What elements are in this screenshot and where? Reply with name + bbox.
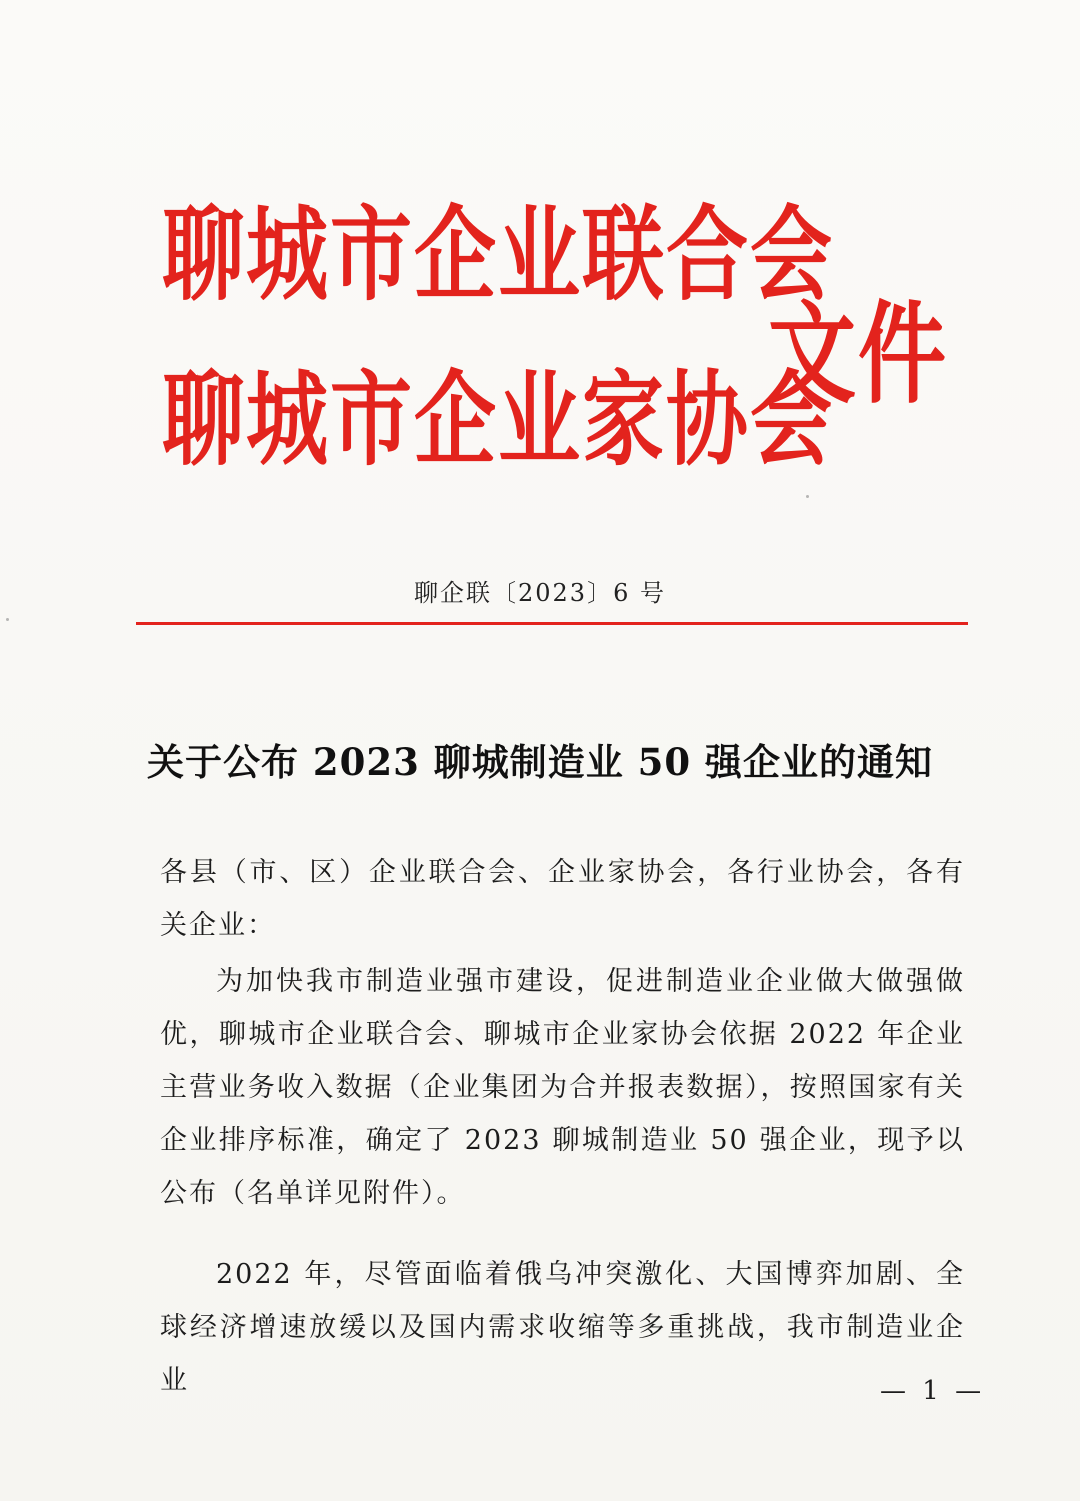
body-paragraph-2: 2022 年，尽管面临着俄乌冲突激化、大国博弈加剧、全球经济增速放缓以及国内需求收缩等多重挑战，我市制造业企业 [160,1259,965,1396]
document-number: 聊企联〔2023〕6 号 [414,579,666,607]
masthead-document-label: 文件 [768,290,949,419]
notice-title: 关于公布 2023 聊城制造业 50 强企业的通知 [147,740,933,784]
masthead-org-2: 聊城市企业家协会 [162,361,835,480]
red-separator-line [136,622,968,625]
page-number: — 1 — [880,1376,986,1406]
scan-speck [6,618,9,621]
body-paragraph-1: 为加快我市制造业强市建设，促进制造业企业做大做强做优，聊城市企业联合会、聊城市企业家协会依据 2022 年企业主营业务收入数据（企业集团为合并报表数据），按照国家有关企业排序标准，确定了 2023 聊城制造业 50 强企业，现予以公布（名单详见附件）。 [160,966,965,1209]
scan-speck [806,495,809,498]
salutation: 各县（市、区）企业联合会、企业家协会，各行业协会，各有关企业： [160,857,965,941]
masthead-org-1: 聊城市企业联合会 [162,196,835,315]
